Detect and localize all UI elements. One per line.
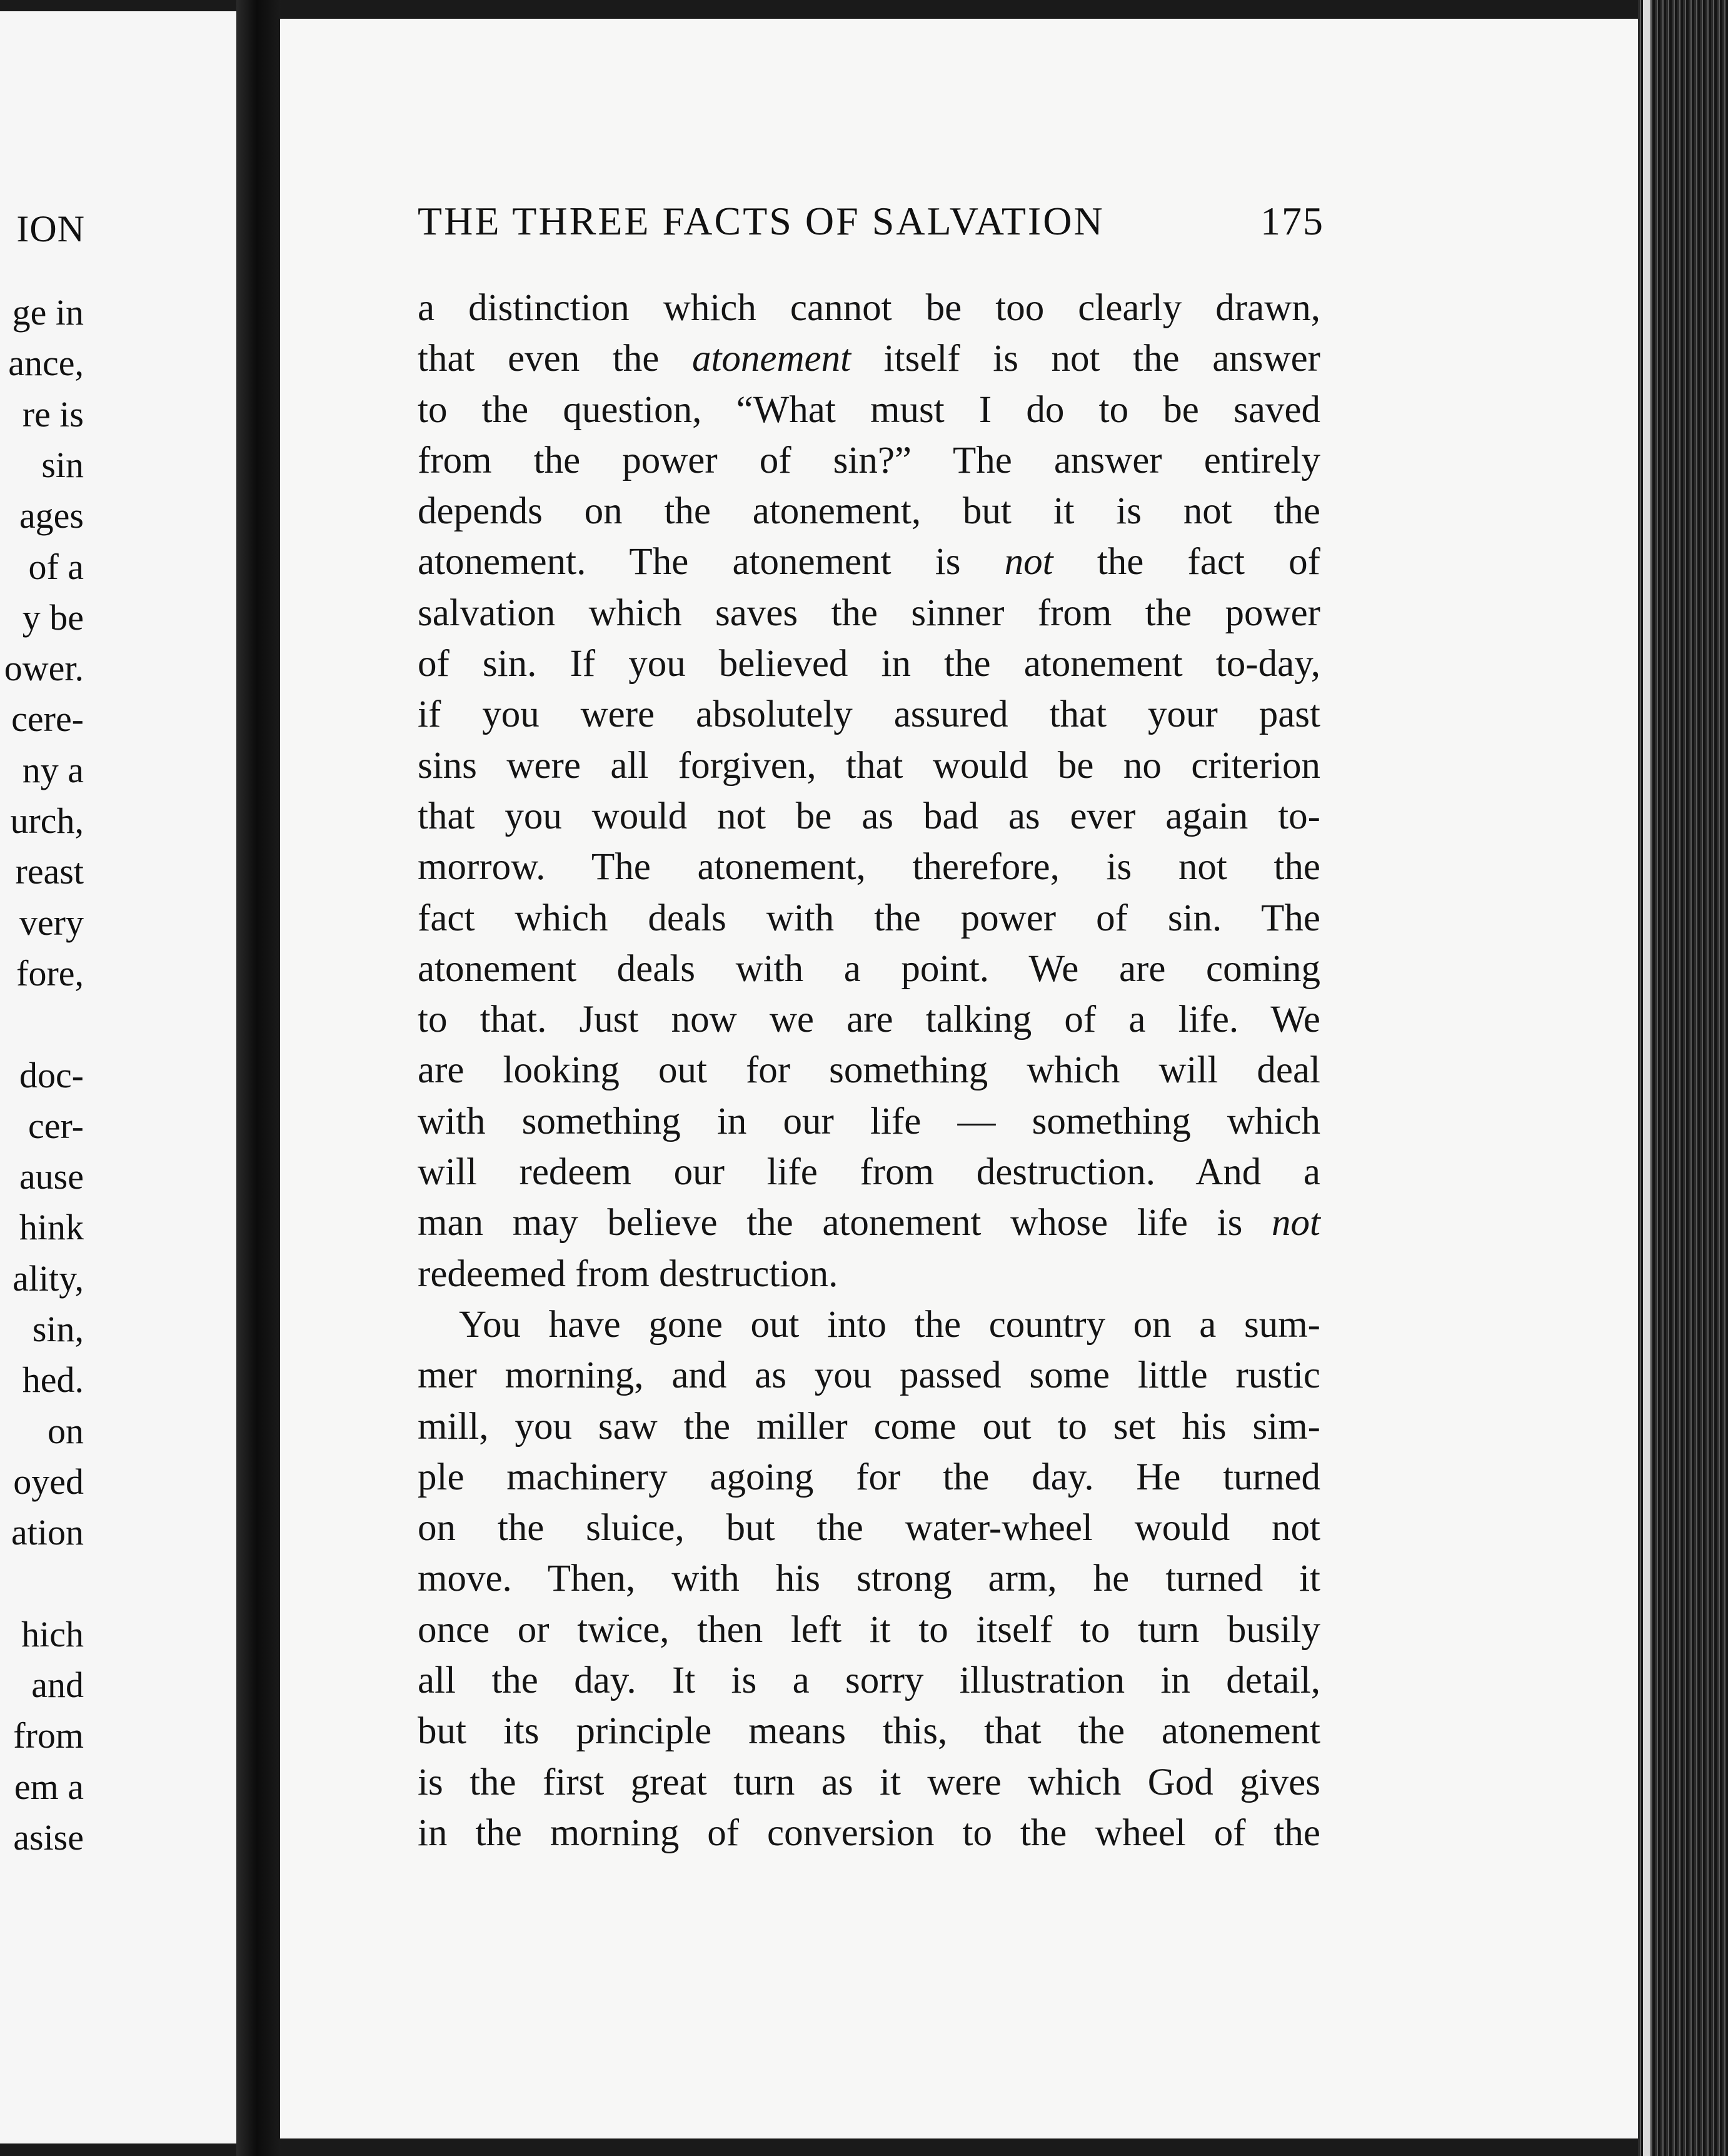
- text-line: of sin. If you believed in the atonement to-day,: [418, 643, 1320, 685]
- facing-text-fragment: urch,: [10, 800, 84, 841]
- facing-text-fragment: of a: [28, 546, 84, 587]
- text-line: once or twice, then left it to itself to turn busily: [418, 1608, 1320, 1651]
- italic-emphasis: atonement: [691, 338, 851, 380]
- facing-text-fragment: hed.: [22, 1359, 84, 1401]
- facing-text-fragment: cere-: [11, 698, 84, 740]
- page-number: 175: [1260, 199, 1324, 243]
- facing-text-fragment: ation: [11, 1512, 84, 1553]
- facing-text-fragment: ny a: [22, 749, 84, 790]
- facing-text-fragment: hich: [21, 1613, 84, 1655]
- facing-text-fragment: fore,: [16, 952, 84, 994]
- text-line: atonement deals with a point. We are coming: [418, 947, 1320, 990]
- facing-text-fragment: hink: [19, 1207, 84, 1248]
- text-line: You have gone out into the country on a sum-: [459, 1303, 1320, 1346]
- facing-text-fragment: ge in: [12, 292, 84, 333]
- text-line: atonement. The atonement is not the fact of: [418, 541, 1320, 583]
- page-edge-highlight: [1643, 0, 1650, 2156]
- text-line: move. Then, with his strong arm, he turned it: [418, 1558, 1320, 1600]
- facing-text-fragment: re is: [22, 393, 84, 435]
- facing-page-text: [0, 11, 236, 2143]
- text-line: but its principle means this, that the atonement: [418, 1710, 1320, 1753]
- facing-text-fragment: sin,: [32, 1309, 84, 1349]
- facing-text-fragment: ance,: [8, 343, 84, 384]
- page-edges: [1638, 0, 1728, 2156]
- text-line: morrow. The atonement, therefore, is not the: [418, 846, 1320, 889]
- facing-text-fragment: very: [19, 902, 84, 943]
- text-line: with something in our life — something which: [418, 1100, 1320, 1142]
- running-head-title: THE THREE FACTS OF SALVATION: [418, 199, 1105, 243]
- facing-text-fragment: on: [48, 1410, 84, 1451]
- italic-emphasis: not: [1272, 1202, 1320, 1244]
- text-line: to the question, “What must I do to be saved: [418, 388, 1320, 431]
- text-line: if you were absolutely assured that your past: [418, 693, 1320, 736]
- text-line: fact which deals with the power of sin. The: [418, 897, 1320, 939]
- text-line: that even the atonement itself is not the answer: [418, 338, 1320, 380]
- facing-text-fragment: ower.: [4, 648, 84, 689]
- facing-text-fragment: from: [13, 1715, 84, 1756]
- text-line: man may believe the atonement whose life is not: [418, 1202, 1320, 1244]
- facing-text-fragment: em a: [14, 1766, 84, 1807]
- facing-text-fragment: asise: [13, 1817, 84, 1858]
- text-line: all the day. It is a sorry illustration in detail,: [418, 1660, 1320, 1702]
- text-line: mill, you saw the miller come out to set his sim-: [418, 1405, 1320, 1448]
- italic-emphasis: not: [1004, 541, 1053, 583]
- body-text: [418, 283, 1320, 1858]
- text-line: will redeem our life from destruction. And a: [418, 1151, 1320, 1194]
- text-line: is the first great turn as it were which God gives: [418, 1761, 1320, 1803]
- facing-page-left: [0, 11, 236, 2143]
- facing-text-fragment: ages: [19, 495, 84, 536]
- facing-text-fragment: sin: [41, 444, 84, 485]
- text-line: ple machinery agoing for the day. He turned: [418, 1456, 1320, 1498]
- text-line: redeemed from destruction.: [418, 1252, 838, 1295]
- facing-text-fragment: y be: [22, 597, 84, 638]
- facing-running-head: ION: [16, 208, 85, 249]
- facing-text-fragment: and: [31, 1665, 84, 1706]
- book-gutter: [236, 0, 281, 2156]
- text-line: on the sluice, but the water-wheel would not: [418, 1507, 1320, 1549]
- text-line: to that. Just now we are talking of a life. We: [418, 999, 1320, 1041]
- text-line: depends on the atonement, but it is not the: [418, 490, 1320, 533]
- text-line: are looking out for something which will deal: [418, 1049, 1320, 1092]
- facing-text-fragment: reast: [15, 851, 84, 892]
- facing-text-fragment: cer-: [28, 1105, 84, 1146]
- text-line: a distinction which cannot be too clearly drawn,: [418, 287, 1320, 329]
- running-head: [418, 196, 1324, 246]
- facing-text-fragment: oyed: [13, 1461, 84, 1502]
- facing-text-fragment: doc-: [19, 1054, 84, 1096]
- text-line: salvation which saves the sinner from the power: [418, 592, 1320, 634]
- text-line: mer morning, and as you passed some little rustic: [418, 1354, 1320, 1397]
- text-line: that you would not be as bad as ever again to-: [418, 795, 1320, 837]
- facing-text-fragment: ality,: [13, 1257, 84, 1299]
- text-line: in the morning of conversion to the wheel of the: [418, 1811, 1320, 1854]
- text-line: sins were all forgiven, that would be no criterion: [418, 744, 1320, 787]
- facing-text-fragment: ause: [19, 1156, 84, 1197]
- text-line: from the power of sin?” The answer entirely: [418, 439, 1320, 481]
